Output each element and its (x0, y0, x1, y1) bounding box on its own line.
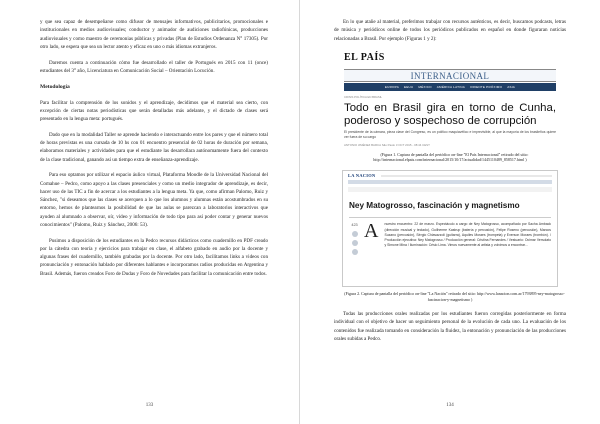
figure-2-caption: (Figura 2. Captura de pantalla del periódico on-line "La Nación" retirado del sitio: http://www.lanacion.com.ar/1793895-ney-matogrosso-fascinacion-y-magnetismo ) (344, 291, 565, 302)
section-title: INTERNACIONAL (410, 70, 490, 81)
lanacion-header (343, 171, 557, 180)
article-headline: Todo en Brasil gira en torno de Cunha, poderoso y sospechoso de corrupción (344, 101, 556, 127)
left-paragraph-1: y que sea capaz de desempeñarse como difusor de mensajes informativos, publicitarios, promocionales e institucionales en medios audiovisuales; conductor y animador de audiciones radiofónicas, producciones audiovisuales y como maestro de ceremonias públicas y privadas (Plan de Estudios Ordenanza N° 17305). Por otro lado, se espera que sea un lector atento y eficaz en uno o más idiomas extranjeros. (40, 19, 268, 50)
lanacion-logo: LA NACION (348, 173, 376, 179)
article-subheadline: El presidente de la cámara, pieza clave del Congreso, es un político maquiavélico e imprevisible, al que la mayoría de los brasileños quiere ver fuera de su cargo (344, 130, 556, 140)
section-heading: Metodología (40, 83, 70, 90)
lanacion-nav-bar (348, 180, 552, 184)
figure-1-caption: (Figura 1. Captura de pantalla del periódico on-line "El País Internacional" retirado del sitio: http://internacional.elpais.com/internacional/2015/10/17/actualidad/1445110489_858517.html ) (373, 151, 529, 163)
elpais-logo: EL PAÍS (344, 52, 385, 64)
section-band (344, 69, 556, 82)
breadcrumb-strip (348, 187, 552, 192)
share-icon (352, 240, 358, 246)
left-paragraph-3: Para facilitar la comprensión de los sonidos y el aprendizaje, decidimos que el material sea cierto, con excepción de ciertas notas periodísticas que serán detalladas más adelante, y el dictado de clases será presentado en la lengua meta: portugués. (40, 99, 268, 123)
right-text-column (334, 18, 566, 351)
left-paragraph-6: Pusimos a disposición de los estudiantes en la Pedco recursos didácticos como cuadernillo en PDF creado por la cátedra con teoría y ejercicios para trabajar en clase, el alfabeto grabado en audio por la docente y algunas frases del cuadernillo, también grabadas por la docente. Por otro lado, facilitamos links a videos con pronunciación y entonación hablado por diferentes hablantes e incorporamos radios producidas en Argentina y Brasil. Además, fueron creados Foro de Dudas y Foro de Novedades para facilitar la comunicación entre todos. (40, 237, 268, 277)
header-divider (381, 175, 552, 177)
elpais-nav-bar (344, 83, 556, 91)
share-icon (352, 231, 358, 237)
nav-item: MÉXICO (418, 84, 432, 89)
page-number-left: 133 (145, 403, 154, 408)
article-body (349, 222, 551, 255)
title-rule (349, 217, 551, 218)
drop-cap: A (364, 220, 379, 243)
share-column (349, 222, 360, 255)
figure-1-elpais-clipping (344, 50, 556, 147)
left-paragraph-5: Para eso optamos por utilizar el espacio áulico virtual, Plataforma Moodle de la Universidad Nacional del Comahue – Pedco, como apoyo a las clases presenciales y como un medio integrador de aprendizaje, es decir, hacer uso de las TIC a fin de acercar a los estudiantes a la lengua meta. Ya que, como afirman Palomo, Ruiz y Sánchez, "si deseamos que las clases se acerquen a lo que los alumnos y alumnas están acostumbrados en su entorno, hemos de plantearnos la posibilidad de que las aulas se parezcan a laboratorios interactivos que ayuden al alumnado a observar, oír, video y información de todo tipo para así poder contar y generar nuevos conocimientos" (Palomo, Ruiz y Sánchez, 2006: 53). (40, 172, 268, 228)
right-paragraph-2: Todas las producciones orales realizadas por los estudiantes fueron corregidas posteriormente en forma individual con el objetivo de hacer un seguimiento personal de la evolución de cada uno. La evaluación de los contenidos fue realizada tomando en consideración la fluidez, la entonación y pronunciación de las producciones orales subidas a Pedco. (334, 311, 566, 342)
left-paragraph-4: Dado que en la modalidad Taller se aprende haciendo e interactuando entre los pares y que el número total de horas previstas es una cursada de 10 hs con 01 encuentro presencial de 02 horas de duración por semana, elaboramos materiales y actividades para que el estudiante las desarrollara autónomamente fuera del contexto de la clase tradicional, ganando así un tiempo extra de enseñanza-aprendizaje. (40, 131, 268, 163)
nav-item: ORIENTE PRÓXIMO (469, 84, 503, 89)
page-number-right: 134 (446, 403, 454, 408)
share-count: 423 (351, 223, 358, 228)
nav-item: EUROPA (384, 84, 399, 89)
article-text: nuestro encuentro: 22 de marzo. Espectáculo a cargo de Ney Matogrosso, acompañado por Sacha Amback (dirección musical y teclado), Guilherme Kastrup (batería y percusión), Felipe Roseno (percusión), Marcos Suzano (percusión), Sérgio Chiavazzoli (guitarra), Aquiles Moraes (trompeta) y Everson Moraes (trombón). / Producción ejecutiva: Ney Matogrosso / Producción general: Cristina Fernandes / Vestuario: Ocimar Versolato y Simone Mina / Iluminación: Césio Lima. Vimos nuevamente al artista y volvimos a encontrar... (384, 222, 551, 248)
nav-item: AMÉRICA LATINA (436, 84, 465, 89)
nav-item: EEUU (403, 84, 414, 89)
right-paragraph-1: En lo que atañe al material, preferimos trabajar con recursos auténticos, es decir, buscamos podcasts, letras de música y periódicos online de todos los periódicos publicados en español en donde figuraran noticias relacionadas a Brasil. Por ejemplo (Figuras 1 y 2): (334, 19, 566, 42)
article-title: Ney Matogrosso, fascinación y magnetismo (349, 201, 520, 211)
figure-2-lanacion-clipping (342, 170, 558, 287)
nav-item: ASIA (507, 84, 516, 89)
article-byline: ANTONIO JIMÉNEZ BARCA São Paulo 3 OCT 2015 - 08:44 CEST (344, 143, 430, 148)
left-paragraph-2: Daremos cuenta a continuación cómo fue desarrollado el taller de Portugués en 2015 con 11 (once) estudiantes del 3° año, Licenciatura en Comunicación Social – Orientación Locución. (40, 59, 268, 74)
share-icon (352, 249, 358, 255)
right-page (300, 0, 600, 424)
article-kicker: CRISIS POLÍTICA EN BRASIL (344, 95, 383, 100)
left-text-column (40, 18, 268, 285)
